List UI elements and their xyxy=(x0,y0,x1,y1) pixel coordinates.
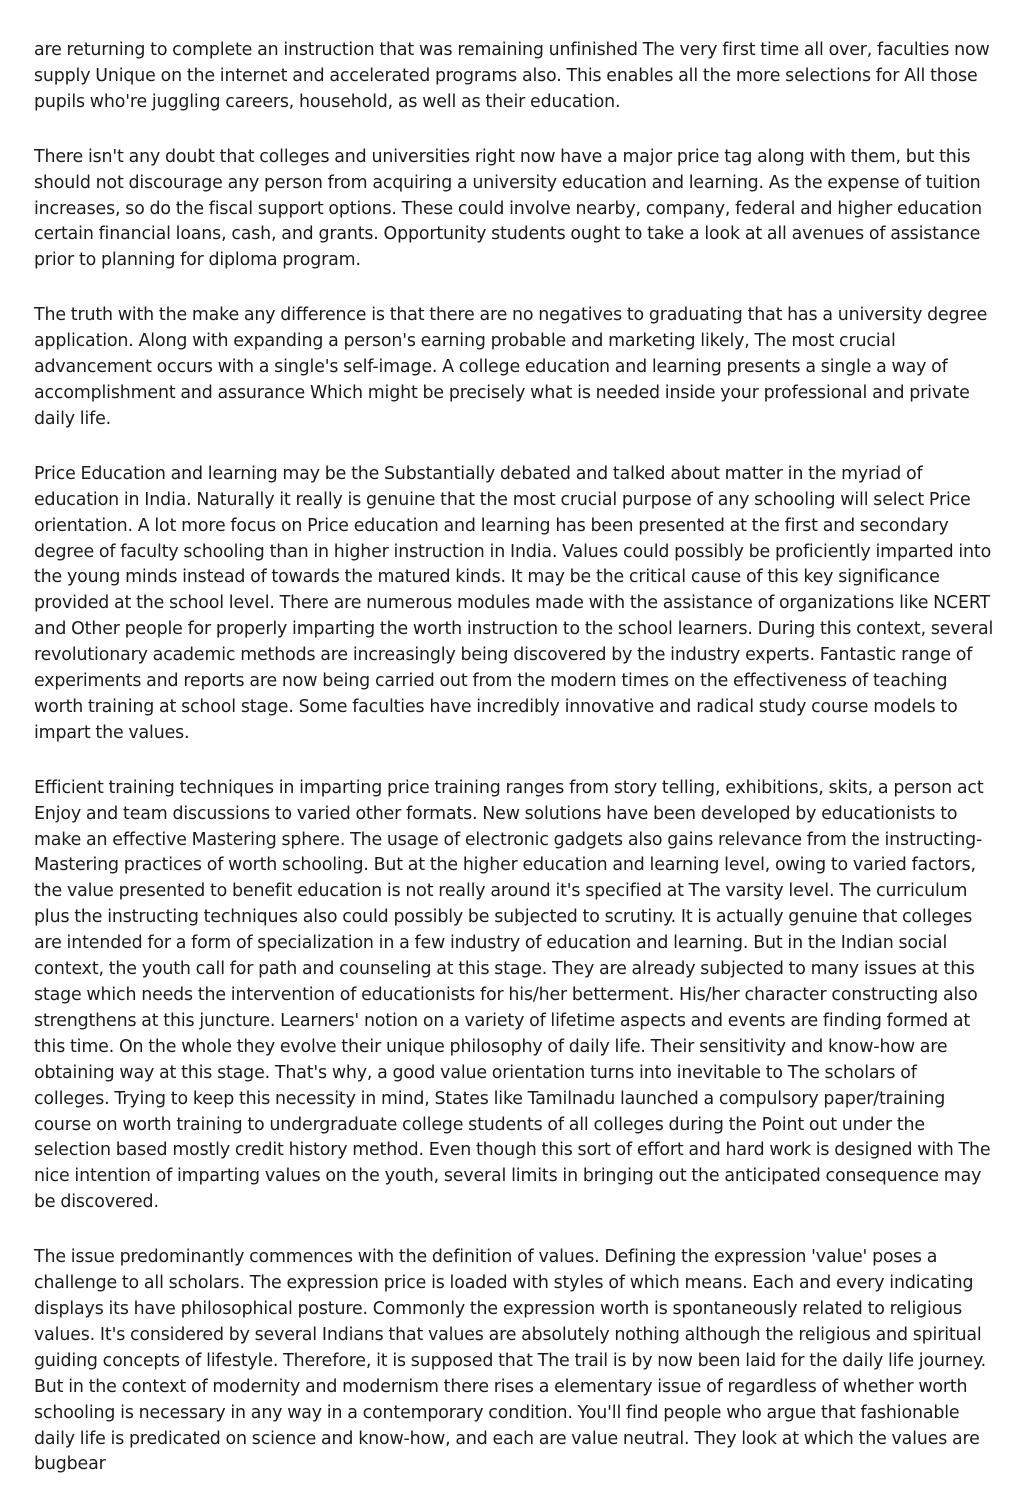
paragraph-2: There isn't any doubt that colleges and universities right now have a major price tag along with them, but this should not discourage any person from acquiring a university education and learning. As the expense of tuition increases, so do the fiscal support options. These could involve nearby, company, federal and higher education certain financial loans, cash, and grants. Opportunity students ought to take a look at all avenues of assistance prior to planning for diploma program. xyxy=(34,146,982,271)
paragraph-5: Efficient training techniques in imparting price training ranges from story telling, exhibitions, skits, a person act Enjoy and team discussions to varied other formats. New solutions have been developed by educationists to make an effective Mastering sphere. The usage of electronic gadgets also gains relevance from the instructing-Mastering practices of worth schooling. But at the higher education and learning level, owing to varied factors, the value presented to benefit education is not really around it's specified at The varsity level. The curriculum plus the instructing techniques also could possibly be subjected to scrutiny. It is actually genuine that colleges are intended for a form of specialization in a few industry of education and learning. But in the Indian social context, the youth call for path and counseling at this stage. They are already subjected to many issues at this stage which needs the intervention of educationists for his/her betterment. His/her character constructing also strengthens at this juncture. Learners' notion on a variety of lifetime aspects and events are finding formed at this time. On the whole they evolve their unique philosophy of daily life. Their sensitivity and know-how are obtaining way at this stage. That's why, a good value orientation turns into inevitable to The scholars of colleges. Trying to keep this necessity in mind, States like Tamilnadu launched a compulsory paper/training course on worth training to undergraduate college students of all colleges during the Point out under the selection based mostly credit history method. Even though this sort of effort and hard work is designed with The nice intention of imparting values on the youth, several limits in bringing out the anticipated consequence may be discovered. xyxy=(34,777,991,1213)
paragraph-4: Price Education and learning may be the Substantially debated and talked about matter in the myriad of education in India. Naturally it really is genuine that the most crucial purpose of any schooling will select Price orientation. A lot more focus on Price education and learning has been presented at the first and secondary degree of faculty schooling than in higher instruction in India. Values could possibly be proficiently imparted into the young minds instead of towards the matured kinds. It may be the critical cause of this key significance provided at the school level. There are numerous modules made with the assistance of organizations like NCERT and Other people for properly imparting the worth instruction to the school learners. During this context, several revolutionary academic methods are increasingly being discovered by the industry experts. Fantastic range of experiments and reports are now being carried out from the modern times on the effectiveness of teaching worth training at school stage. Some faculties have incredibly innovative and radical study course models to impart the values. xyxy=(34,463,994,743)
paragraph-6: The issue predominantly commences with the definition of values. Defining the expression 'value' poses a challenge to all scholars. The expression price is loaded with styles of which means. Each and every indicating displays its have philosophical posture. Commonly the expression worth is spontaneously related to religious values. It's considered by several Indians that values are absolutely nothing although the religious and spiritual guiding concepts of lifestyle. Therefore, it is supposed that The trail is by now been laid for the daily life journey. But in the context of modernity and modernism there rises a elementary issue of regardless of whether worth schooling is necessary in any way in a contemporary condition. You'll find people who argue that fashionable daily life is predicated on science and know-how, and each are value neutral. They look at which the values are bugbear xyxy=(34,1247,986,1475)
paragraph-3: The truth with the make any difference is that there are no negatives to graduating that has a university degree application. Along with expanding a person's earning probable and marketing likely, The most crucial advancement occurs with a single's self-image. A college education and learning presents a single a way of accomplishment and assurance Which might be precisely what is needed inside your professional and private daily life. xyxy=(34,305,988,429)
document-page xyxy=(34,38,996,1507)
paragraph-1: are returning to complete an instruction that was remaining unfinished The very first time all over, faculties now supply Unique on the internet and accelerated programs also. This enables all the more selections for All those pupils who're juggling careers, household, as well as their education. xyxy=(34,40,990,112)
